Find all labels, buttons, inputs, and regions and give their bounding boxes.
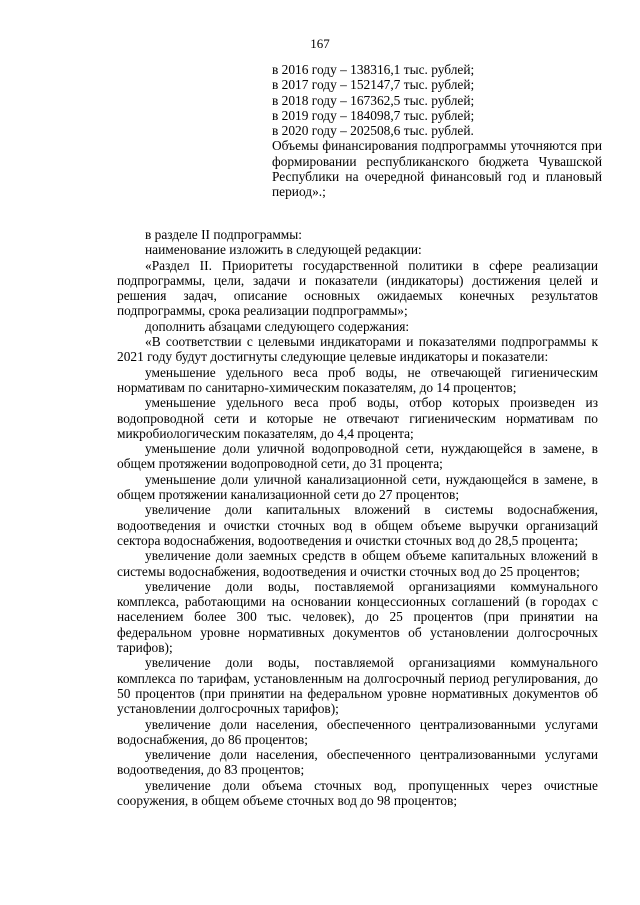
paragraph-indicator-10: увеличение доли населения, обеспеченного централизованными услугами водоотведения, до 83 процентов; [117,747,598,778]
paragraph-indicator-7: увеличение доли воды, поставляемой организациями коммунального комплекса, работающими на основании концессионных соглашений (в городах с населением более 300 тыс. человек), до 25 процентов (при принятии на федеральном уровне нормативных документов об установлении долгосрочных тарифов); [117,578,598,656]
paragraph-intro: «В соответствии с целевыми индикаторами и показателями подпрограммы к 2021 году будут достигнуты следующие целевые индикаторы и показатели: [117,334,598,365]
paragraph-indicator-11: увеличение доли объема сточных вод, пропущенных через очистные сооружения, в общем объеме сточных вод до 98 процентов; [117,777,598,808]
page-number: 167 [310,36,330,51]
funding-line-2018: в 2018 году – 167362,5 тыс. рублей; [272,92,475,108]
funding-line-2017: в 2017 году – 152147,7 тыс. рублей; [272,77,475,93]
funding-line-2016: в 2016 году – 138316,1 тыс. рублей; [272,62,475,77]
funding-note: Объемы финансирования подпрограммы уточняются при формировании республиканского бюджета Чувашской Республики на очередной финансовый год и плановый период».; [272,138,602,200]
paragraph-section-ref: в разделе II подпрограммы: [145,227,302,242]
funding-line-2020: в 2020 году – 202508,6 тыс. рублей. [272,123,474,139]
paragraph-add-instruction: дополнить абзацами следующего содержания: [145,318,410,334]
paragraph-indicator-6: увеличение доли заемных средств в общем объеме капитальных вложений в системы водоснабжения, водоотведения и очистки сточных вод до 25 процентов; [117,548,598,579]
paragraph-indicator-3: уменьшение доли уличной водопроводной сети, нуждающейся в замене, в общем протяжении водопроводной сети, до 31 процента; [117,441,598,472]
paragraph-indicator-4: уменьшение доли уличной канализационной сети, нуждающейся в замене, в общем протяжении канализационной сети до 27 процентов; [117,471,598,503]
paragraph-indicator-8: увеличение доли воды, поставляемой организациями коммунального комплекса по тарифам, установленным на долгосрочный период регулирования, до 50 процентов (при принятии на федеральном уровне нормативных документов об установлении долгосрочных тарифов); [117,655,598,717]
paragraph-section-title: «Раздел II. Приоритеты государственной политики в сфере реализации подпрограммы, цели, задачи и показатели (индикаторы) достижения целей и решения задач, описание основных ожидаемых конечных результатов подпрограммы, срока реализации подпрограммы»; [117,257,598,319]
funding-line-2019: в 2019 году – 184098,7 тыс. рублей; [272,107,475,123]
document-body [117,227,598,808]
paragraph-indicator-1: уменьшение удельного веса проб воды, не отвечающей гигиеническим нормативам по санитарно-химическим показателям, до 14 процентов; [117,364,598,395]
funding-amounts-block [272,62,602,200]
paragraph-indicator-9: увеличение доли населения, обеспеченного централизованными услугами водоснабжения, до 86 процентов; [117,716,598,747]
paragraph-indicator-2: уменьшение удельного веса проб воды, отбор которых произведен из водопроводной сети и которые не отвечают гигиеническим нормативам по микробиологическим показателям, до 4,4 процента; [117,395,598,441]
paragraph-indicator-5: увеличение доли капитальных вложений в системы водоснабжения, водоотведения и очистки сточных вод в общем объеме выручки организаций сектора водоснабжения, водоотведения и очистки сточных вод до 28,5 процента; [117,502,598,548]
paragraph-title-instruction: наименование изложить в следующей редакции: [145,242,422,258]
